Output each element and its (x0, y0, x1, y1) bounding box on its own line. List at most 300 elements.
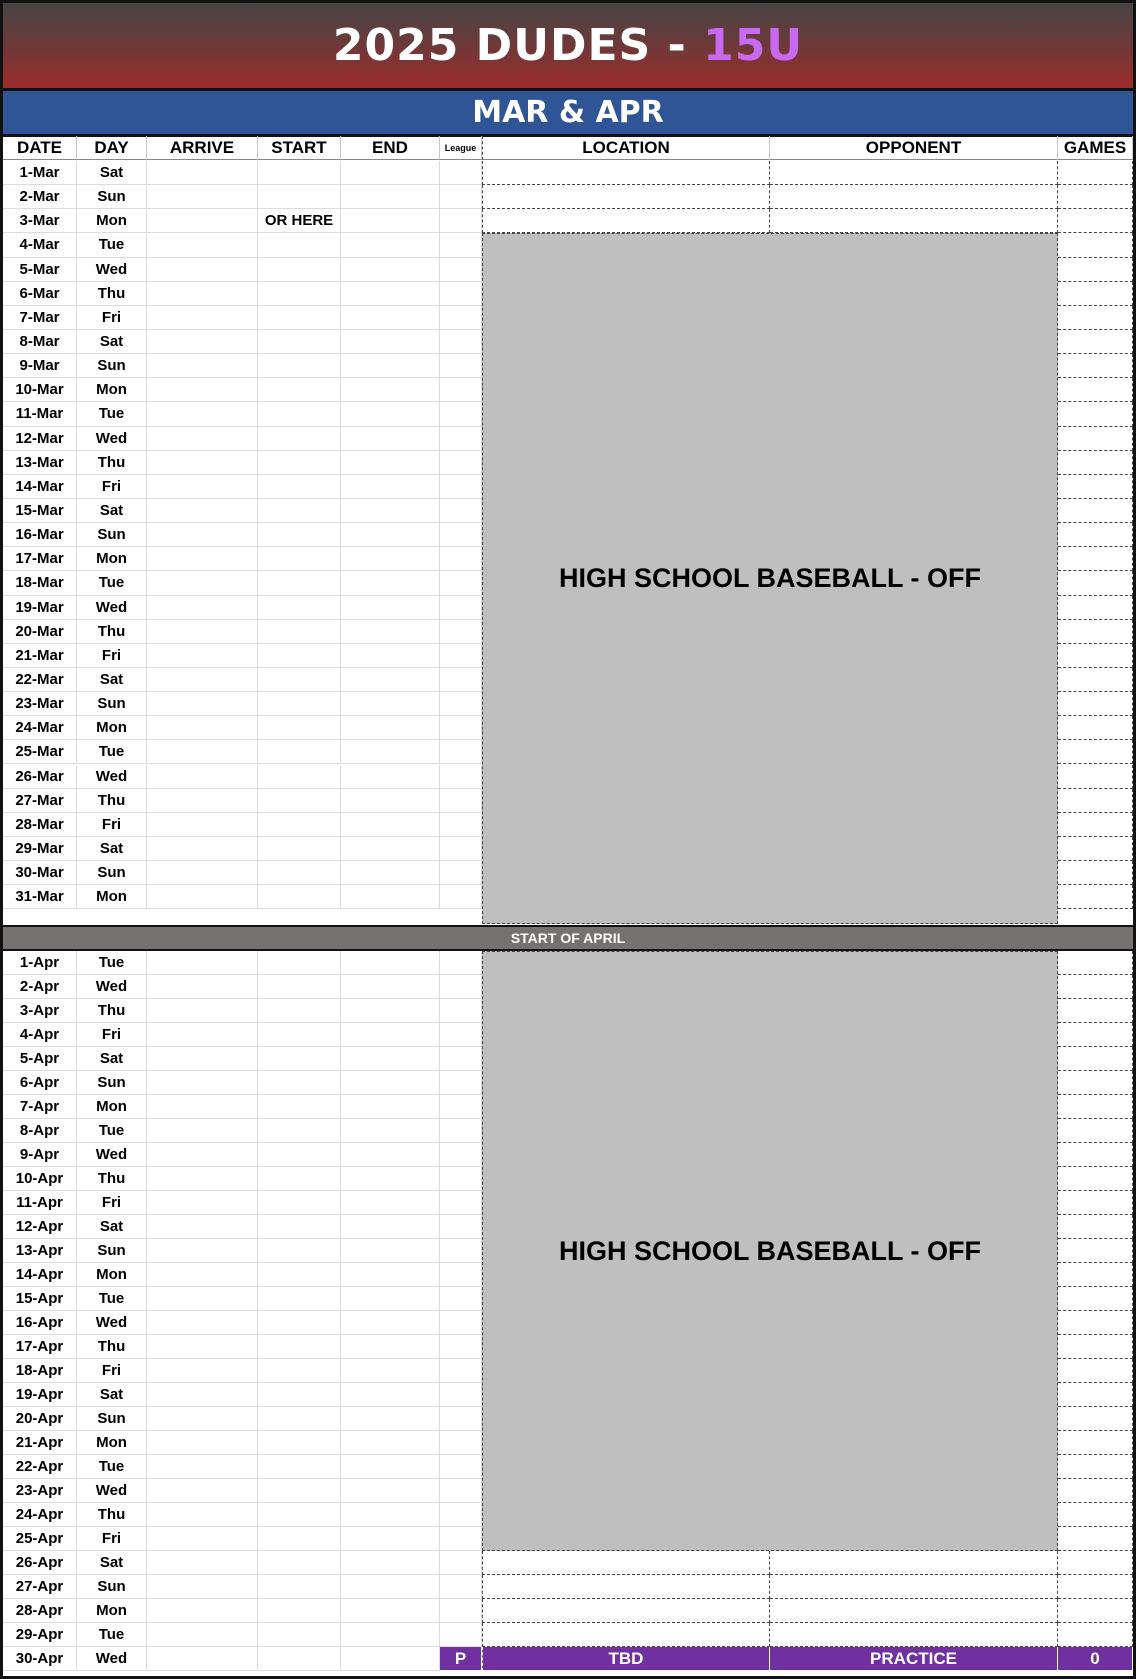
cell-league[interactable] (440, 837, 482, 861)
cell-league[interactable] (440, 1239, 482, 1263)
cell-day[interactable]: Fri (77, 1527, 147, 1551)
cell-day[interactable]: Mon (77, 885, 147, 909)
cell-arrive[interactable] (147, 571, 258, 595)
cell-league[interactable] (440, 547, 482, 571)
cell-games[interactable] (1058, 427, 1133, 451)
cell-date[interactable]: 12-Apr (3, 1215, 77, 1239)
cell-start[interactable] (258, 1095, 341, 1119)
cell-games[interactable] (1058, 1455, 1133, 1479)
cell-end[interactable] (341, 620, 440, 644)
cell-end[interactable] (341, 1431, 440, 1455)
cell-date[interactable]: 26-Mar (3, 765, 77, 789)
cell-start[interactable] (258, 1023, 341, 1047)
cell-start[interactable] (258, 330, 341, 354)
cell-end[interactable] (341, 1359, 440, 1383)
cell-league[interactable] (440, 1431, 482, 1455)
cell-day[interactable]: Thu (77, 1503, 147, 1527)
cell-location[interactable] (482, 185, 770, 209)
cell-day[interactable]: Sun (77, 185, 147, 209)
cell-day[interactable]: Fri (77, 813, 147, 837)
cell-day[interactable]: Fri (77, 1191, 147, 1215)
cell-arrive[interactable] (147, 1335, 258, 1359)
cell-date[interactable]: 25-Mar (3, 740, 77, 764)
cell-games[interactable] (1058, 258, 1133, 282)
cell-date[interactable]: 17-Mar (3, 547, 77, 571)
cell-location[interactable] (482, 209, 770, 233)
cell-day[interactable]: Mon (77, 547, 147, 571)
cell-day[interactable]: Tue (77, 571, 147, 595)
cell-day[interactable]: Mon (77, 209, 147, 233)
cell-end[interactable] (341, 1287, 440, 1311)
cell-league[interactable] (440, 1023, 482, 1047)
cell-day[interactable]: Wed (77, 427, 147, 451)
cell-start[interactable] (258, 951, 341, 975)
cell-end[interactable] (341, 161, 440, 185)
cell-start[interactable] (258, 354, 341, 378)
cell-games[interactable] (1058, 740, 1133, 764)
cell-league[interactable] (440, 1287, 482, 1311)
cell-start[interactable] (258, 1071, 341, 1095)
cell-date[interactable]: 11-Apr (3, 1191, 77, 1215)
cell-end[interactable] (341, 1215, 440, 1239)
cell-date[interactable]: 10-Mar (3, 378, 77, 402)
cell-end[interactable] (341, 644, 440, 668)
cell-games[interactable] (1058, 475, 1133, 499)
cell-date[interactable]: 20-Apr (3, 1407, 77, 1431)
cell-end[interactable] (341, 1095, 440, 1119)
cell-arrive[interactable] (147, 1167, 258, 1191)
cell-start[interactable] (258, 1503, 341, 1527)
cell-day[interactable]: Sun (77, 354, 147, 378)
cell-arrive[interactable] (147, 1431, 258, 1455)
cell-day[interactable]: Sun (77, 861, 147, 885)
cell-day[interactable]: Fri (77, 306, 147, 330)
cell-games[interactable] (1058, 1551, 1133, 1575)
cell-league[interactable] (440, 185, 482, 209)
cell-end[interactable] (341, 330, 440, 354)
cell-start[interactable] (258, 1335, 341, 1359)
cell-end[interactable] (341, 1647, 440, 1671)
cell-league[interactable] (440, 161, 482, 185)
cell-start[interactable] (258, 282, 341, 306)
cell-end[interactable] (341, 427, 440, 451)
cell-league[interactable] (440, 1095, 482, 1119)
cell-date[interactable]: 27-Apr (3, 1575, 77, 1599)
cell-end[interactable] (341, 596, 440, 620)
cell-start[interactable] (258, 402, 341, 426)
cell-league[interactable] (440, 402, 482, 426)
cell-arrive[interactable] (147, 1479, 258, 1503)
cell-day[interactable]: Sat (77, 1551, 147, 1575)
cell-games[interactable] (1058, 861, 1133, 885)
cell-start[interactable] (258, 1647, 341, 1671)
cell-end[interactable] (341, 402, 440, 426)
cell-league[interactable]: P (440, 1647, 482, 1671)
cell-end[interactable] (341, 765, 440, 789)
cell-league[interactable] (440, 668, 482, 692)
cell-league[interactable] (440, 1119, 482, 1143)
cell-league[interactable] (440, 354, 482, 378)
cell-arrive[interactable] (147, 1023, 258, 1047)
cell-arrive[interactable] (147, 1575, 258, 1599)
cell-league[interactable] (440, 1191, 482, 1215)
cell-start[interactable] (258, 975, 341, 999)
cell-date[interactable]: 3-Apr (3, 999, 77, 1023)
cell-end[interactable] (341, 1623, 440, 1647)
cell-games[interactable] (1058, 233, 1133, 257)
cell-arrive[interactable] (147, 547, 258, 571)
cell-date[interactable]: 30-Apr (3, 1647, 77, 1671)
cell-arrive[interactable] (147, 330, 258, 354)
cell-arrive[interactable] (147, 161, 258, 185)
cell-arrive[interactable] (147, 951, 258, 975)
cell-arrive[interactable] (147, 1503, 258, 1527)
cell-date[interactable]: 6-Apr (3, 1071, 77, 1095)
cell-arrive[interactable] (147, 837, 258, 861)
cell-date[interactable]: 23-Apr (3, 1479, 77, 1503)
cell-opponent[interactable] (770, 1623, 1058, 1647)
cell-games[interactable] (1058, 451, 1133, 475)
cell-start[interactable] (258, 1239, 341, 1263)
cell-games[interactable] (1058, 765, 1133, 789)
cell-league[interactable] (440, 1143, 482, 1167)
cell-date[interactable]: 5-Mar (3, 258, 77, 282)
cell-end[interactable] (341, 1527, 440, 1551)
cell-day[interactable]: Sun (77, 692, 147, 716)
cell-start[interactable] (258, 644, 341, 668)
cell-start[interactable] (258, 475, 341, 499)
cell-opponent[interactable] (770, 209, 1058, 233)
cell-games[interactable] (1058, 1335, 1133, 1359)
cell-games[interactable] (1058, 354, 1133, 378)
cell-start[interactable] (258, 1191, 341, 1215)
cell-end[interactable] (341, 1551, 440, 1575)
cell-end[interactable] (341, 1023, 440, 1047)
cell-arrive[interactable] (147, 1143, 258, 1167)
cell-date[interactable]: 18-Apr (3, 1359, 77, 1383)
cell-start[interactable] (258, 1263, 341, 1287)
cell-league[interactable] (440, 1047, 482, 1071)
cell-games[interactable] (1058, 571, 1133, 595)
cell-league[interactable] (440, 1599, 482, 1623)
cell-date[interactable]: 14-Apr (3, 1263, 77, 1287)
cell-league[interactable] (440, 1215, 482, 1239)
cell-league[interactable] (440, 620, 482, 644)
cell-league[interactable] (440, 1383, 482, 1407)
cell-date[interactable]: 20-Mar (3, 620, 77, 644)
cell-start[interactable] (258, 1359, 341, 1383)
cell-start[interactable] (258, 789, 341, 813)
cell-arrive[interactable] (147, 451, 258, 475)
cell-games[interactable] (1058, 620, 1133, 644)
cell-arrive[interactable] (147, 475, 258, 499)
cell-games[interactable] (1058, 1023, 1133, 1047)
cell-end[interactable] (341, 975, 440, 999)
cell-arrive[interactable] (147, 378, 258, 402)
cell-games[interactable] (1058, 1623, 1133, 1647)
cell-day[interactable]: Sun (77, 1071, 147, 1095)
cell-start[interactable] (258, 1383, 341, 1407)
cell-arrive[interactable] (147, 1551, 258, 1575)
cell-arrive[interactable] (147, 885, 258, 909)
cell-end[interactable] (341, 1503, 440, 1527)
cell-games[interactable] (1058, 1479, 1133, 1503)
cell-games[interactable] (1058, 813, 1133, 837)
cell-start[interactable] (258, 427, 341, 451)
cell-league[interactable] (440, 1503, 482, 1527)
cell-arrive[interactable] (147, 402, 258, 426)
cell-arrive[interactable] (147, 999, 258, 1023)
cell-day[interactable]: Sat (77, 499, 147, 523)
cell-games[interactable] (1058, 402, 1133, 426)
cell-date[interactable]: 21-Mar (3, 644, 77, 668)
cell-date[interactable]: 4-Mar (3, 233, 77, 257)
cell-league[interactable] (440, 596, 482, 620)
cell-date[interactable]: 2-Apr (3, 975, 77, 999)
cell-date[interactable]: 10-Apr (3, 1167, 77, 1191)
cell-arrive[interactable] (147, 523, 258, 547)
cell-end[interactable] (341, 951, 440, 975)
cell-day[interactable]: Mon (77, 716, 147, 740)
cell-games[interactable] (1058, 1383, 1133, 1407)
cell-league[interactable] (440, 209, 482, 233)
cell-date[interactable]: 29-Apr (3, 1623, 77, 1647)
cell-arrive[interactable] (147, 1191, 258, 1215)
cell-start[interactable] (258, 692, 341, 716)
cell-games[interactable] (1058, 1095, 1133, 1119)
cell-start[interactable] (258, 258, 341, 282)
cell-arrive[interactable] (147, 185, 258, 209)
cell-date[interactable]: 22-Apr (3, 1455, 77, 1479)
cell-end[interactable] (341, 547, 440, 571)
cell-date[interactable]: 3-Mar (3, 209, 77, 233)
cell-games[interactable] (1058, 1527, 1133, 1551)
cell-date[interactable]: 25-Apr (3, 1527, 77, 1551)
cell-date[interactable]: 28-Apr (3, 1599, 77, 1623)
cell-arrive[interactable] (147, 1287, 258, 1311)
cell-day[interactable]: Mon (77, 1431, 147, 1455)
cell-end[interactable] (341, 668, 440, 692)
cell-day[interactable]: Wed (77, 596, 147, 620)
cell-end[interactable] (341, 885, 440, 909)
cell-games[interactable] (1058, 1191, 1133, 1215)
cell-day[interactable]: Fri (77, 1023, 147, 1047)
cell-date[interactable]: 16-Apr (3, 1311, 77, 1335)
cell-opponent[interactable] (770, 1599, 1058, 1623)
cell-arrive[interactable] (147, 1527, 258, 1551)
cell-end[interactable] (341, 999, 440, 1023)
cell-date[interactable]: 22-Mar (3, 668, 77, 692)
cell-end[interactable] (341, 1047, 440, 1071)
cell-end[interactable] (341, 1479, 440, 1503)
cell-day[interactable]: Sat (77, 1047, 147, 1071)
cell-league[interactable] (440, 1263, 482, 1287)
cell-arrive[interactable] (147, 620, 258, 644)
cell-date[interactable]: 7-Apr (3, 1095, 77, 1119)
cell-end[interactable] (341, 1119, 440, 1143)
cell-arrive[interactable] (147, 596, 258, 620)
cell-day[interactable]: Thu (77, 789, 147, 813)
cell-date[interactable]: 13-Apr (3, 1239, 77, 1263)
cell-games[interactable] (1058, 523, 1133, 547)
cell-location[interactable]: TBD (482, 1647, 770, 1671)
cell-games[interactable] (1058, 1575, 1133, 1599)
cell-day[interactable]: Thu (77, 999, 147, 1023)
cell-start[interactable]: OR HERE (258, 209, 341, 233)
cell-date[interactable]: 14-Mar (3, 475, 77, 499)
cell-league[interactable] (440, 451, 482, 475)
cell-start[interactable] (258, 185, 341, 209)
cell-arrive[interactable] (147, 692, 258, 716)
cell-games[interactable] (1058, 1407, 1133, 1431)
cell-arrive[interactable] (147, 233, 258, 257)
cell-date[interactable]: 19-Apr (3, 1383, 77, 1407)
cell-day[interactable]: Thu (77, 1335, 147, 1359)
cell-league[interactable] (440, 258, 482, 282)
cell-arrive[interactable] (147, 861, 258, 885)
cell-date[interactable]: 8-Mar (3, 330, 77, 354)
cell-end[interactable] (341, 813, 440, 837)
cell-league[interactable] (440, 1527, 482, 1551)
cell-start[interactable] (258, 837, 341, 861)
cell-day[interactable]: Sun (77, 1239, 147, 1263)
cell-day[interactable]: Tue (77, 1287, 147, 1311)
cell-end[interactable] (341, 1191, 440, 1215)
cell-games[interactable] (1058, 975, 1133, 999)
cell-end[interactable] (341, 475, 440, 499)
cell-day[interactable]: Wed (77, 1143, 147, 1167)
cell-league[interactable] (440, 1167, 482, 1191)
cell-games[interactable] (1058, 716, 1133, 740)
cell-arrive[interactable] (147, 644, 258, 668)
cell-date[interactable]: 17-Apr (3, 1335, 77, 1359)
cell-location[interactable] (482, 1599, 770, 1623)
cell-start[interactable] (258, 740, 341, 764)
cell-day[interactable]: Sat (77, 330, 147, 354)
cell-end[interactable] (341, 209, 440, 233)
cell-arrive[interactable] (147, 765, 258, 789)
cell-games[interactable] (1058, 499, 1133, 523)
cell-day[interactable]: Tue (77, 740, 147, 764)
cell-league[interactable] (440, 861, 482, 885)
cell-day[interactable]: Wed (77, 1311, 147, 1335)
cell-arrive[interactable] (147, 975, 258, 999)
cell-day[interactable]: Mon (77, 1095, 147, 1119)
cell-day[interactable]: Wed (77, 258, 147, 282)
cell-league[interactable] (440, 975, 482, 999)
cell-league[interactable] (440, 1311, 482, 1335)
cell-arrive[interactable] (147, 1239, 258, 1263)
cell-location[interactable] (482, 1575, 770, 1599)
cell-start[interactable] (258, 620, 341, 644)
cell-opponent[interactable] (770, 1551, 1058, 1575)
cell-end[interactable] (341, 1071, 440, 1095)
cell-games[interactable] (1058, 668, 1133, 692)
cell-arrive[interactable] (147, 1455, 258, 1479)
cell-start[interactable] (258, 451, 341, 475)
cell-arrive[interactable] (147, 716, 258, 740)
cell-date[interactable]: 11-Mar (3, 402, 77, 426)
cell-date[interactable]: 9-Apr (3, 1143, 77, 1167)
cell-games[interactable] (1058, 306, 1133, 330)
cell-day[interactable]: Thu (77, 1167, 147, 1191)
cell-date[interactable]: 6-Mar (3, 282, 77, 306)
cell-league[interactable] (440, 692, 482, 716)
cell-day[interactable]: Tue (77, 1119, 147, 1143)
cell-games[interactable] (1058, 378, 1133, 402)
cell-games[interactable] (1058, 1143, 1133, 1167)
cell-arrive[interactable] (147, 1095, 258, 1119)
cell-day[interactable]: Mon (77, 1599, 147, 1623)
cell-arrive[interactable] (147, 258, 258, 282)
cell-start[interactable] (258, 1047, 341, 1071)
cell-date[interactable]: 21-Apr (3, 1431, 77, 1455)
cell-games[interactable] (1058, 1239, 1133, 1263)
cell-games[interactable] (1058, 644, 1133, 668)
cell-arrive[interactable] (147, 1599, 258, 1623)
cell-league[interactable] (440, 1551, 482, 1575)
cell-league[interactable] (440, 330, 482, 354)
cell-arrive[interactable] (147, 282, 258, 306)
cell-games[interactable] (1058, 1287, 1133, 1311)
cell-arrive[interactable] (147, 1215, 258, 1239)
cell-day[interactable]: Thu (77, 620, 147, 644)
cell-end[interactable] (341, 716, 440, 740)
cell-day[interactable]: Wed (77, 1479, 147, 1503)
cell-league[interactable] (440, 765, 482, 789)
cell-end[interactable] (341, 692, 440, 716)
cell-arrive[interactable] (147, 1623, 258, 1647)
cell-start[interactable] (258, 378, 341, 402)
cell-day[interactable]: Thu (77, 451, 147, 475)
cell-date[interactable]: 9-Mar (3, 354, 77, 378)
cell-league[interactable] (440, 1071, 482, 1095)
cell-league[interactable] (440, 1455, 482, 1479)
cell-arrive[interactable] (147, 1407, 258, 1431)
cell-date[interactable]: 15-Apr (3, 1287, 77, 1311)
cell-league[interactable] (440, 378, 482, 402)
cell-end[interactable] (341, 837, 440, 861)
cell-end[interactable] (341, 1143, 440, 1167)
cell-day[interactable]: Sat (77, 1383, 147, 1407)
cell-start[interactable] (258, 1551, 341, 1575)
cell-league[interactable] (440, 885, 482, 909)
cell-league[interactable] (440, 233, 482, 257)
cell-start[interactable] (258, 861, 341, 885)
cell-end[interactable] (341, 571, 440, 595)
cell-games[interactable]: 0 (1058, 1647, 1133, 1671)
cell-day[interactable]: Tue (77, 1623, 147, 1647)
cell-day[interactable]: Wed (77, 765, 147, 789)
cell-league[interactable] (440, 999, 482, 1023)
cell-arrive[interactable] (147, 1383, 258, 1407)
cell-day[interactable]: Sun (77, 523, 147, 547)
cell-date[interactable]: 8-Apr (3, 1119, 77, 1143)
cell-start[interactable] (258, 716, 341, 740)
cell-start[interactable] (258, 1455, 341, 1479)
cell-start[interactable] (258, 1575, 341, 1599)
cell-arrive[interactable] (147, 427, 258, 451)
cell-start[interactable] (258, 1431, 341, 1455)
cell-arrive[interactable] (147, 740, 258, 764)
cell-date[interactable]: 30-Mar (3, 861, 77, 885)
cell-opponent[interactable] (770, 161, 1058, 185)
cell-end[interactable] (341, 861, 440, 885)
cell-day[interactable]: Mon (77, 378, 147, 402)
cell-league[interactable] (440, 282, 482, 306)
cell-games[interactable] (1058, 837, 1133, 861)
cell-games[interactable] (1058, 1311, 1133, 1335)
